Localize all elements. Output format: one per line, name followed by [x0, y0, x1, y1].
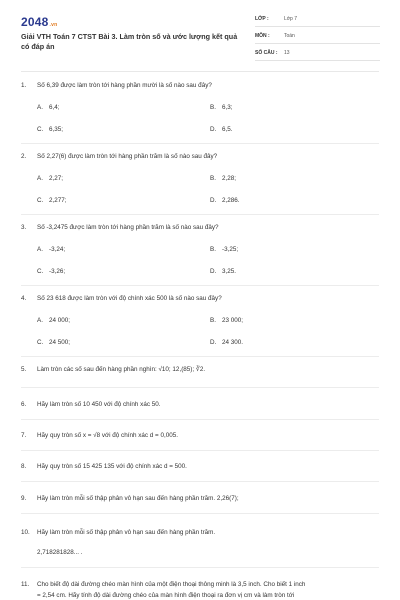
question-2: [21, 153, 217, 160]
question-divider: [21, 513, 379, 514]
meta-row-class: [255, 14, 380, 27]
question-1: [21, 82, 212, 89]
meta-value-count: 13: [284, 50, 290, 56]
question-text: Hãy quy tròn số x = √8 với độ chính xác d = 0,005.: [37, 432, 178, 439]
option-c[interactable]: [37, 197, 67, 204]
option-label: D.: [210, 268, 217, 275]
question-text: Làm tròn các số sau đến hàng phần nghìn: √10; 12,(85); ∛2.: [37, 366, 206, 373]
question-9: [21, 495, 239, 502]
question-number: 1.: [21, 82, 27, 89]
option-label: D.: [210, 197, 217, 204]
option-label: B.: [210, 104, 216, 111]
question-number: 4.: [21, 295, 27, 302]
option-label: D.: [210, 126, 217, 133]
option-label: C.: [37, 339, 44, 346]
question-number: 6.: [21, 401, 27, 408]
meta-value-class: Lớp 7: [284, 16, 298, 22]
question-text: Hãy làm tròn mỗi số thập phân vô hạn sau đến hàng phần trăm. 2,26(7);: [37, 495, 239, 502]
option-label: B.: [210, 175, 216, 182]
logo-suffix: .vn: [49, 22, 58, 28]
document-header: [0, 0, 400, 72]
question-divider: [21, 567, 379, 568]
option-label: A.: [37, 246, 43, 253]
meta-row-count: [255, 48, 380, 61]
question-number: 3.: [21, 224, 27, 231]
option-d[interactable]: [210, 339, 243, 346]
question-11: [21, 581, 305, 588]
option-b[interactable]: [210, 175, 236, 182]
option-label: B.: [210, 246, 216, 253]
question-text: Số 2,27(6) được làm tròn tới hàng phần trăm là số nào sau đây?: [37, 153, 218, 160]
option-label: C.: [37, 126, 44, 133]
question-text: Số -3,2475 được làm tròn tới hàng phần trăm là số nào sau đây?: [37, 224, 219, 231]
option-label: A.: [37, 175, 43, 182]
option-text: -3,24;: [49, 246, 66, 253]
option-a[interactable]: [37, 246, 65, 253]
option-text: 6,3;: [222, 104, 233, 111]
option-text: -3,26;: [49, 268, 66, 275]
option-a[interactable]: [37, 175, 63, 182]
question-text: Số 6,39 được làm tròn tới hàng phần mười là số nào sau đây?: [37, 82, 212, 89]
question-divider: [21, 143, 379, 144]
question-number: 9.: [21, 495, 27, 502]
question-10: [21, 529, 215, 536]
option-d[interactable]: [210, 197, 240, 204]
question-7: [21, 432, 178, 439]
question-text: Số 23 618 được làm tròn với độ chính xác 500 là số nào sau đây?: [37, 295, 222, 302]
option-b[interactable]: [210, 317, 243, 324]
header-divider: [21, 71, 379, 72]
option-text: 6,5.: [222, 126, 233, 133]
site-logo[interactable]: [21, 15, 57, 29]
option-text: 23 000;: [222, 317, 244, 324]
question-number: 2.: [21, 153, 27, 160]
meta-key-class: LỚP :: [255, 16, 269, 22]
question-divider: [21, 387, 379, 388]
question-divider: [21, 419, 379, 420]
meta-row-subject: [255, 31, 380, 44]
option-c[interactable]: [37, 268, 65, 275]
option-c[interactable]: [37, 126, 63, 133]
question-number: 11.: [21, 581, 30, 588]
question-4: [21, 295, 222, 302]
meta-key-count: SỐ CÂU :: [255, 50, 278, 56]
option-c[interactable]: [37, 339, 70, 346]
question-6: [21, 401, 161, 408]
option-text: 3,25.: [222, 268, 237, 275]
meta-value-subject: Toán: [284, 33, 295, 39]
option-b[interactable]: [210, 104, 233, 111]
question-divider: [21, 450, 379, 451]
option-text: 24 300.: [222, 339, 244, 346]
question-number: 8.: [21, 463, 27, 470]
option-a[interactable]: [37, 317, 70, 324]
question-3: [21, 224, 219, 231]
question-divider: [21, 285, 379, 286]
option-text: 6,4;: [49, 104, 60, 111]
question-number: 7.: [21, 432, 27, 439]
option-label: C.: [37, 197, 44, 204]
option-label: A.: [37, 104, 43, 111]
option-text: 6,35;: [49, 126, 64, 133]
option-label: C.: [37, 268, 44, 275]
option-text: 24 000;: [49, 317, 71, 324]
option-text: -3,25;: [222, 246, 239, 253]
question-text: Hãy làm tròn mỗi số thập phân vô hạn sau đến hàng phần trăm.: [37, 529, 216, 536]
option-d[interactable]: [210, 268, 236, 275]
option-d[interactable]: [210, 126, 233, 133]
question-5: [21, 366, 205, 373]
question-text: Cho biết độ dài đường chéo màn hình của một điện thoại thông minh là 3,5 inch. Cho biết 1 inch: [37, 581, 306, 588]
option-text: 2,27;: [49, 175, 64, 182]
question-text: Hãy quy tròn số 15 425 135 với độ chính xác d = 500.: [37, 463, 187, 470]
question-number: 5.: [21, 366, 27, 373]
question-number: 10.: [21, 529, 30, 536]
question-divider: [21, 214, 379, 215]
meta-info: [255, 14, 380, 65]
option-label: B.: [210, 317, 216, 324]
option-text: 2,286.: [222, 197, 240, 204]
question-divider: [21, 356, 379, 357]
option-a[interactable]: [37, 104, 60, 111]
logo-text: 2048: [21, 15, 49, 29]
question-text: Hãy làm tròn số 10 450 với độ chính xác 50.: [37, 401, 161, 408]
meta-key-subject: MÔN :: [255, 33, 270, 39]
option-text: 24 500;: [49, 339, 71, 346]
question-10-value: 2,718281828... .: [37, 549, 83, 556]
option-text: 2,28;: [222, 175, 237, 182]
question-8: [21, 463, 187, 470]
option-label: D.: [210, 339, 217, 346]
question-divider: [21, 481, 379, 482]
document-title: Giải VTH Toán 7 CTST Bài 3. Làm tròn số và ước lượng kết quả có đáp án: [21, 32, 238, 51]
question-11-line-2: = 2,54 cm. Hãy tính độ dài đường chéo của màn hình điện thoại ra đơn vị cm và làm tròn tới: [37, 592, 295, 599]
option-text: 2,277;: [49, 197, 67, 204]
option-b[interactable]: [210, 246, 238, 253]
option-label: A.: [37, 317, 43, 324]
